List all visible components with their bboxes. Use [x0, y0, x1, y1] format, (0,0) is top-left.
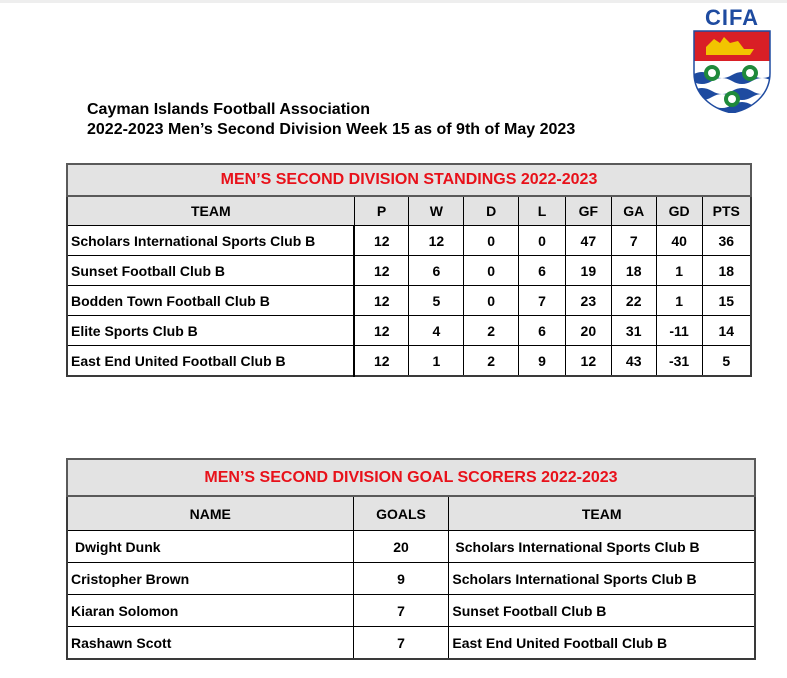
cifa-logo [690, 6, 774, 114]
gf-cell: 12 [565, 346, 611, 377]
lost-cell: 6 [519, 256, 566, 286]
won-cell: 5 [409, 286, 464, 316]
col-header-team: TEAM [67, 196, 354, 226]
team-cell: East End United Football Club B [67, 346, 354, 377]
col-header-w: W [409, 196, 464, 226]
player-team-cell: Sunset Football Club B [449, 595, 755, 627]
player-name-cell: Kiaran Solomon [67, 595, 353, 627]
table-row [67, 531, 755, 563]
standings-title: MEN’S SECOND DIVISION STANDINGS 2022-2023 [67, 164, 751, 196]
col-header-name: NAME [67, 496, 353, 531]
gd-cell: 1 [656, 286, 702, 316]
logo-text: CIFA [704, 5, 760, 30]
col-header-gf: GF [565, 196, 611, 226]
col-header-d: D [464, 196, 519, 226]
player-team-cell: East End United Football Club B [449, 627, 755, 660]
player-name-cell: Dwight Dunk [67, 531, 353, 563]
gd-cell: -31 [656, 346, 702, 377]
player-name-cell: Cristopher Brown [67, 563, 353, 595]
gf-cell: 47 [565, 226, 611, 256]
col-header-l: L [519, 196, 566, 226]
col-header-gd: GD [656, 196, 702, 226]
table-row [67, 226, 751, 256]
pts-cell: 15 [702, 286, 751, 316]
drawn-cell: 2 [464, 316, 519, 346]
played-cell: 12 [354, 286, 409, 316]
lost-cell: 9 [519, 346, 566, 377]
table-row [67, 595, 755, 627]
col-header-ga: GA [611, 196, 656, 226]
table-row [67, 627, 755, 660]
crest-shield-icon [692, 29, 772, 113]
pts-cell: 36 [702, 226, 751, 256]
ga-cell: 18 [611, 256, 656, 286]
won-cell: 4 [409, 316, 464, 346]
gd-cell: 40 [656, 226, 702, 256]
gf-cell: 20 [565, 316, 611, 346]
goal-scorers-table [66, 458, 756, 660]
goals-cell: 7 [353, 627, 449, 660]
player-name-cell: Rashawn Scott [67, 627, 353, 660]
team-cell: Sunset Football Club B [67, 256, 354, 286]
table-row [67, 346, 751, 377]
ga-cell: 31 [611, 316, 656, 346]
gd-cell: 1 [656, 256, 702, 286]
won-cell: 6 [409, 256, 464, 286]
ga-cell: 43 [611, 346, 656, 377]
team-cell: Bodden Town Football Club B [67, 286, 354, 316]
won-cell: 1 [409, 346, 464, 377]
pts-cell: 14 [702, 316, 751, 346]
col-header-team: TEAM [449, 496, 755, 531]
standings-table [66, 163, 752, 377]
played-cell: 12 [354, 346, 409, 377]
org-name: Cayman Islands Football Association [87, 101, 371, 118]
ga-cell: 22 [611, 286, 656, 316]
lost-cell: 0 [519, 226, 566, 256]
gf-cell: 19 [565, 256, 611, 286]
player-team-cell: Scholars International Sports Club B [449, 563, 755, 595]
page-subtitle: 2022-2023 Men’s Second Division Week 15 as of 9th of May 2023 [87, 121, 576, 138]
team-cell: Scholars International Sports Club B [67, 226, 354, 256]
gd-cell: -11 [656, 316, 702, 346]
gf-cell: 23 [565, 286, 611, 316]
lost-cell: 6 [519, 316, 566, 346]
played-cell: 12 [354, 316, 409, 346]
drawn-cell: 2 [464, 346, 519, 377]
drawn-cell: 0 [464, 256, 519, 286]
team-cell: Elite Sports Club B [67, 316, 354, 346]
table-row [67, 316, 751, 346]
goals-cell: 7 [353, 595, 449, 627]
won-cell: 12 [409, 226, 464, 256]
col-header-p: P [354, 196, 409, 226]
col-header-goals: GOALS [353, 496, 449, 531]
pts-cell: 18 [702, 256, 751, 286]
table-row [67, 256, 751, 286]
player-team-cell: Scholars International Sports Club B [449, 531, 755, 563]
played-cell: 12 [354, 256, 409, 286]
goals-cell: 9 [353, 563, 449, 595]
played-cell: 12 [354, 226, 409, 256]
drawn-cell: 0 [464, 286, 519, 316]
col-header-pts: PTS [702, 196, 751, 226]
page-header [87, 100, 575, 140]
table-row [67, 563, 755, 595]
top-divider [0, 0, 787, 3]
scorers-title: MEN’S SECOND DIVISION GOAL SCORERS 2022-2023 [67, 459, 755, 496]
lost-cell: 7 [519, 286, 566, 316]
ga-cell: 7 [611, 226, 656, 256]
pts-cell: 5 [702, 346, 751, 377]
table-row [67, 286, 751, 316]
goals-cell: 20 [353, 531, 449, 563]
drawn-cell: 0 [464, 226, 519, 256]
